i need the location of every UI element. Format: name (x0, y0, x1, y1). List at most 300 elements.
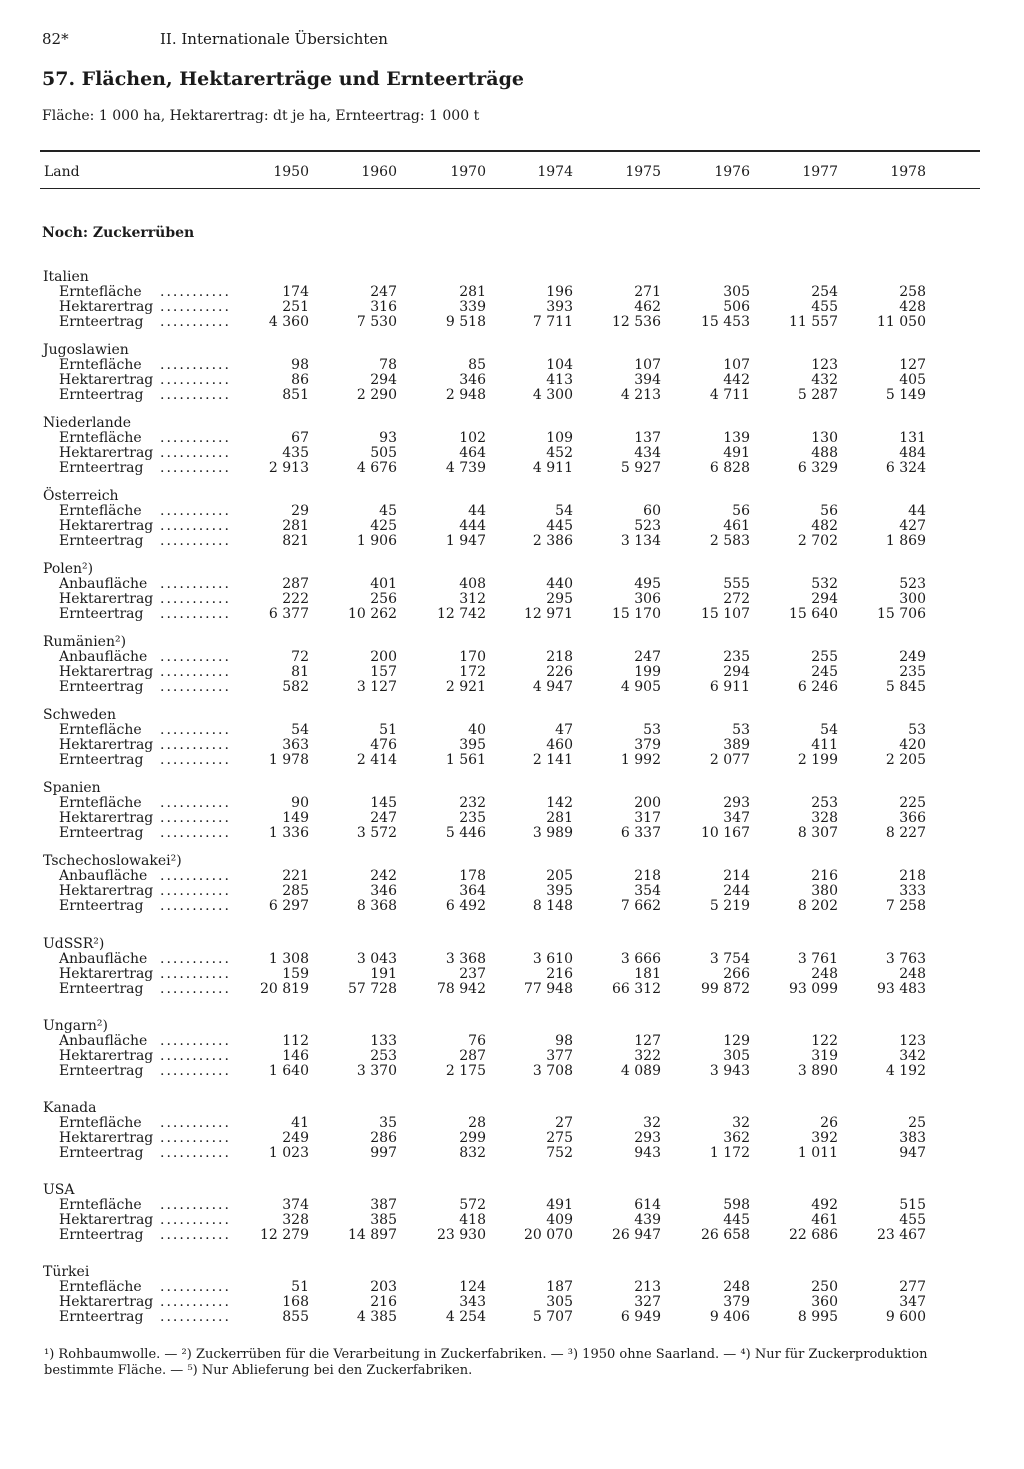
table-cell: 5 287 (797, 387, 838, 403)
table-cell: 1 869 (885, 533, 926, 549)
table-cell: 191 (370, 966, 397, 982)
country-name: Schweden (43, 707, 116, 723)
leader-dots: ........... (160, 966, 231, 982)
table-cell: 294 (811, 591, 838, 607)
table-cell: 4 192 (885, 1063, 926, 1079)
table-cell: 25 (908, 1115, 926, 1131)
table-cell: 425 (370, 518, 397, 534)
row-label: Erntefläche (59, 357, 142, 373)
table-row (0, 373, 1024, 388)
table-cell: 476 (370, 737, 397, 753)
table-cell: 4 360 (268, 314, 309, 330)
country-name: Polen²) (43, 561, 94, 577)
table-cell: 3 134 (620, 533, 661, 549)
table-cell: 256 (370, 591, 397, 607)
row-label: Ernteertrag (59, 898, 144, 914)
table-cell: 8 368 (356, 898, 397, 914)
table-cell: 2 913 (268, 460, 309, 476)
table-cell: 432 (811, 372, 838, 388)
table-cell: 199 (634, 664, 661, 680)
table-cell: 312 (459, 591, 486, 607)
leader-dots: ........... (160, 576, 231, 592)
table-row (0, 504, 1024, 519)
table-cell: 133 (370, 1033, 397, 1049)
table-cell: 26 (820, 1115, 838, 1131)
table-cell: 102 (459, 430, 486, 446)
table-row (0, 358, 1024, 373)
table-cell: 319 (811, 1048, 838, 1064)
table-cell: 3 943 (709, 1063, 750, 1079)
table-cell: 300 (899, 591, 926, 607)
table-cell: 1 906 (356, 533, 397, 549)
table-cell: 444 (459, 518, 486, 534)
table-row (0, 1034, 1024, 1049)
table-cell: 317 (634, 810, 661, 826)
table-cell: 275 (546, 1130, 573, 1146)
table-cell: 598 (723, 1197, 750, 1213)
table-cell: 387 (370, 1197, 397, 1213)
leader-dots: ........... (160, 1048, 231, 1064)
table-cell: 258 (899, 284, 926, 300)
leader-dots: ........... (160, 825, 231, 841)
table-cell: 316 (370, 299, 397, 315)
table-cell: 3 127 (356, 679, 397, 695)
table-row (0, 1295, 1024, 1310)
table-cell: 216 (546, 966, 573, 982)
table-cell: 56 (732, 503, 750, 519)
table-cell: 435 (282, 445, 309, 461)
table-cell: 23 930 (437, 1227, 486, 1243)
leader-dots: ........... (160, 679, 231, 695)
leader-dots: ........... (160, 1033, 231, 1049)
table-row (0, 592, 1024, 607)
table-cell: 57 728 (348, 981, 397, 997)
table-cell: 346 (370, 883, 397, 899)
table-cell: 347 (723, 810, 750, 826)
row-label: Ernteertrag (59, 752, 144, 768)
table-cell: 947 (899, 1145, 926, 1161)
table-cell: 506 (723, 299, 750, 315)
row-label: Erntefläche (59, 284, 142, 300)
table-cell: 112 (282, 1033, 309, 1049)
table-cell: 200 (634, 795, 661, 811)
table-cell: 293 (634, 1130, 661, 1146)
table-cell: 2 290 (356, 387, 397, 403)
table-row (0, 811, 1024, 826)
table-row (0, 315, 1024, 330)
table-cell: 78 942 (437, 981, 486, 997)
table-cell: 124 (459, 1279, 486, 1295)
table-cell: 491 (723, 445, 750, 461)
table-cell: 123 (811, 357, 838, 373)
row-label: Anbaufläche (59, 576, 148, 592)
table-cell: 85 (468, 357, 486, 373)
table-cell: 9 406 (709, 1309, 750, 1325)
table-cell: 139 (723, 430, 750, 446)
table-cell: 14 897 (348, 1227, 397, 1243)
table-cell: 523 (634, 518, 661, 534)
table-cell: 86 (291, 372, 309, 388)
country-name: Österreich (43, 488, 119, 504)
table-row (0, 680, 1024, 695)
table-cell: 11 050 (877, 314, 926, 330)
table-cell: 374 (282, 1197, 309, 1213)
table-cell: 505 (370, 445, 397, 461)
table-cell: 4 711 (709, 387, 750, 403)
table-cell: 286 (370, 1130, 397, 1146)
table-cell: 383 (899, 1130, 926, 1146)
page-number: 82* (42, 30, 69, 48)
table-cell: 377 (546, 1048, 573, 1064)
table-row (0, 723, 1024, 738)
table-cell: 305 (723, 284, 750, 300)
table-cell: 67 (291, 430, 309, 446)
table-cell: 93 099 (789, 981, 838, 997)
table-cell: 221 (282, 868, 309, 884)
table-cell: 379 (723, 1294, 750, 1310)
table-cell: 66 312 (612, 981, 661, 997)
row-label: Hektarertrag (59, 1212, 154, 1228)
table-cell: 237 (459, 966, 486, 982)
table-cell: 394 (634, 372, 661, 388)
country-name: USA (43, 1182, 75, 1198)
leader-dots: ........... (160, 1130, 231, 1146)
table-cell: 306 (634, 591, 661, 607)
table-cell: 15 453 (701, 314, 750, 330)
table-row (0, 1198, 1024, 1213)
table-row (0, 1280, 1024, 1295)
table-row (0, 1116, 1024, 1131)
table-cell: 1 561 (445, 752, 486, 768)
leader-dots: ........... (160, 951, 231, 967)
table-cell: 380 (811, 883, 838, 899)
country-name: UdSSR²) (43, 936, 105, 952)
table-cell: 168 (282, 1294, 309, 1310)
table-cell: 226 (546, 664, 573, 680)
table-cell: 5 446 (445, 825, 486, 841)
table-cell: 54 (291, 722, 309, 738)
table-cell: 159 (282, 966, 309, 982)
row-label: Erntefläche (59, 430, 142, 446)
table-cell: 12 971 (524, 606, 573, 622)
table-cell: 6 297 (268, 898, 309, 914)
row-label: Hektarertrag (59, 883, 154, 899)
table-row (0, 1131, 1024, 1146)
row-label: Hektarertrag (59, 664, 154, 680)
table-cell: 41 (291, 1115, 309, 1131)
table-cell: 346 (459, 372, 486, 388)
table-cell: 464 (459, 445, 486, 461)
table-cell: 23 467 (877, 1227, 926, 1243)
table-cell: 285 (282, 883, 309, 899)
country-name: Kanada (43, 1100, 97, 1116)
row-label: Ernteertrag (59, 606, 144, 622)
table-cell: 10 167 (701, 825, 750, 841)
table-row (0, 753, 1024, 768)
table-cell: 44 (468, 503, 486, 519)
footnotes: ¹) Rohbaumwolle. — ²) Zuckerrüben für die Verarbeitung in Zuckerfabriken. — ³) 1950 ohne Saarland. — ⁴) Nur für Zuckerproduktion bestimmte Fläche. — ⁵) Nur Ablieferung bei den Zuckerfabriken. (44, 1347, 928, 1378)
row-label: Anbaufläche (59, 649, 148, 665)
table-cell: 1 011 (797, 1145, 838, 1161)
table-cell: 4 385 (356, 1309, 397, 1325)
table-cell: 29 (291, 503, 309, 519)
header-year: 1978 (890, 164, 926, 180)
table-row (0, 869, 1024, 884)
table-cell: 205 (546, 868, 573, 884)
table-row (0, 431, 1024, 446)
row-label: Hektarertrag (59, 966, 154, 982)
table-row (0, 300, 1024, 315)
table-cell: 53 (643, 722, 661, 738)
table-cell: 362 (723, 1130, 750, 1146)
table-cell: 149 (282, 810, 309, 826)
table-cell: 492 (811, 1197, 838, 1213)
table-cell: 4 911 (532, 460, 573, 476)
row-label: Ernteertrag (59, 981, 144, 997)
table-cell: 2 386 (532, 533, 573, 549)
table-cell: 225 (899, 795, 926, 811)
table-cell: 22 686 (789, 1227, 838, 1243)
table-row (0, 577, 1024, 592)
table-cell: 294 (723, 664, 750, 680)
table-cell: 8 148 (532, 898, 573, 914)
row-label: Ernteertrag (59, 314, 144, 330)
table-cell: 2 414 (356, 752, 397, 768)
table-cell: 247 (370, 810, 397, 826)
table-cell: 12 279 (260, 1227, 309, 1243)
table-cell: 4 947 (532, 679, 573, 695)
table-cell: 295 (546, 591, 573, 607)
table-cell: 5 927 (620, 460, 661, 476)
row-label: Ernteertrag (59, 825, 144, 841)
table-cell: 439 (634, 1212, 661, 1228)
row-label: Erntefläche (59, 1197, 142, 1213)
table-cell: 15 170 (612, 606, 661, 622)
table-cell: 44 (908, 503, 926, 519)
row-label: Hektarertrag (59, 810, 154, 826)
table-cell: 3 666 (620, 951, 661, 967)
table-cell: 322 (634, 1048, 661, 1064)
table-cell: 1 172 (709, 1145, 750, 1161)
row-label: Hektarertrag (59, 737, 154, 753)
leader-dots: ........... (160, 284, 231, 300)
table-cell: 455 (811, 299, 838, 315)
table-cell: 287 (459, 1048, 486, 1064)
table-cell: 460 (546, 737, 573, 753)
table-cell: 6 377 (268, 606, 309, 622)
row-label: Hektarertrag (59, 445, 154, 461)
table-cell: 247 (370, 284, 397, 300)
table-cell: 93 483 (877, 981, 926, 997)
table-cell: 3 043 (356, 951, 397, 967)
table-cell: 53 (908, 722, 926, 738)
leader-dots: ........... (160, 460, 231, 476)
leader-dots: ........... (160, 1197, 231, 1213)
table-cell: 15 706 (877, 606, 926, 622)
table-cell: 170 (459, 649, 486, 665)
table-cell: 277 (899, 1279, 926, 1295)
table-cell: 203 (370, 1279, 397, 1295)
table-cell: 51 (291, 1279, 309, 1295)
table-title: 57. Flächen, Hektarerträge und Ernteerträge (42, 68, 524, 90)
table-cell: 420 (899, 737, 926, 753)
table-cell: 6 324 (885, 460, 926, 476)
table-cell: 32 (732, 1115, 750, 1131)
table-cell: 418 (459, 1212, 486, 1228)
table-cell: 93 (379, 430, 397, 446)
row-label: Anbaufläche (59, 951, 148, 967)
table-row (0, 607, 1024, 622)
table-cell: 455 (899, 1212, 926, 1228)
table-cell: 6 949 (620, 1309, 661, 1325)
table-cell: 305 (723, 1048, 750, 1064)
table-cell: 305 (546, 1294, 573, 1310)
leader-dots: ........... (160, 591, 231, 607)
table-cell: 491 (546, 1197, 573, 1213)
header-year: 1960 (361, 164, 397, 180)
table-cell: 484 (899, 445, 926, 461)
country-name: Rumänien²) (43, 634, 127, 650)
leader-dots: ........... (160, 649, 231, 665)
table-cell: 532 (811, 576, 838, 592)
table-cell: 2 141 (532, 752, 573, 768)
table-cell: 272 (723, 591, 750, 607)
table-cell: 434 (634, 445, 661, 461)
leader-dots: ........... (160, 387, 231, 403)
table-cell: 45 (379, 503, 397, 519)
table-cell: 555 (723, 576, 750, 592)
table-cell: 60 (643, 503, 661, 519)
table-cell: 2 205 (885, 752, 926, 768)
table-cell: 445 (546, 518, 573, 534)
table-cell: 9 600 (885, 1309, 926, 1325)
table-cell: 3 763 (885, 951, 926, 967)
table-cell: 99 872 (701, 981, 750, 997)
header-year: 1975 (625, 164, 661, 180)
table-cell: 216 (370, 1294, 397, 1310)
table-cell: 1 992 (620, 752, 661, 768)
table-cell: 405 (899, 372, 926, 388)
table-row (0, 967, 1024, 982)
table-cell: 379 (634, 737, 661, 753)
row-label: Erntefläche (59, 722, 142, 738)
table-cell: 248 (899, 966, 926, 982)
table-cell: 216 (811, 868, 838, 884)
table-cell: 360 (811, 1294, 838, 1310)
leader-dots: ........... (160, 1115, 231, 1131)
table-cell: 294 (370, 372, 397, 388)
table-cell: 6 246 (797, 679, 838, 695)
leader-dots: ........... (160, 1309, 231, 1325)
leader-dots: ........... (160, 722, 231, 738)
row-label: Hektarertrag (59, 591, 154, 607)
table-cell: 137 (634, 430, 661, 446)
table-cell: 1 947 (445, 533, 486, 549)
table-cell: 3 572 (356, 825, 397, 841)
leader-dots: ........... (160, 372, 231, 388)
table-cell: 8 307 (797, 825, 838, 841)
table-cell: 27 (555, 1115, 573, 1131)
table-cell: 287 (282, 576, 309, 592)
table-cell: 393 (546, 299, 573, 315)
table-cell: 253 (370, 1048, 397, 1064)
table-cell: 8 202 (797, 898, 838, 914)
table-cell: 366 (899, 810, 926, 826)
table-cell: 104 (546, 357, 573, 373)
row-label: Erntefläche (59, 795, 142, 811)
table-cell: 26 947 (612, 1227, 661, 1243)
leader-dots: ........... (160, 810, 231, 826)
table-cell: 395 (459, 737, 486, 753)
table-cell: 2 077 (709, 752, 750, 768)
table-row (0, 1146, 1024, 1161)
row-label: Ernteertrag (59, 387, 144, 403)
table-cell: 213 (634, 1279, 661, 1295)
country-name: Niederlande (43, 415, 132, 431)
leader-dots: ........... (160, 1212, 231, 1228)
table-row (0, 796, 1024, 811)
table-cell: 851 (282, 387, 309, 403)
table-cell: 1 336 (268, 825, 309, 841)
table-cell: 281 (459, 284, 486, 300)
table-cell: 482 (811, 518, 838, 534)
table-row (0, 1310, 1024, 1325)
table-cell: 5 845 (885, 679, 926, 695)
row-label: Ernteertrag (59, 460, 144, 476)
table-cell: 56 (820, 503, 838, 519)
leader-dots: ........... (160, 1294, 231, 1310)
table-row (0, 665, 1024, 680)
table-cell: 4 213 (620, 387, 661, 403)
row-label: Hektarertrag (59, 1048, 154, 1064)
leader-dots: ........... (160, 981, 231, 997)
table-row (0, 826, 1024, 841)
table-cell: 440 (546, 576, 573, 592)
table-cell: 90 (291, 795, 309, 811)
table-cell: 20 819 (260, 981, 309, 997)
table-row (0, 388, 1024, 403)
table-row (0, 884, 1024, 899)
table-cell: 178 (459, 868, 486, 884)
table-cell: 145 (370, 795, 397, 811)
table-cell: 107 (723, 357, 750, 373)
leader-dots: ........... (160, 314, 231, 330)
table-cell: 142 (546, 795, 573, 811)
table-row (0, 519, 1024, 534)
row-label: Ernteertrag (59, 679, 144, 695)
row-label: Ernteertrag (59, 1063, 144, 1079)
leader-dots: ........... (160, 795, 231, 811)
table-cell: 72 (291, 649, 309, 665)
table-cell: 253 (811, 795, 838, 811)
table-cell: 293 (723, 795, 750, 811)
table-row (0, 738, 1024, 753)
table-cell: 6 329 (797, 460, 838, 476)
table-cell: 109 (546, 430, 573, 446)
leader-dots: ........... (160, 503, 231, 519)
table-cell: 339 (459, 299, 486, 315)
table-cell: 328 (811, 810, 838, 826)
table-cell: 157 (370, 664, 397, 680)
table-cell: 4 739 (445, 460, 486, 476)
table-cell: 247 (634, 649, 661, 665)
table-cell: 8 995 (797, 1309, 838, 1325)
table-cell: 3 890 (797, 1063, 838, 1079)
table-cell: 495 (634, 576, 661, 592)
leader-dots: ........... (160, 664, 231, 680)
country-name: Tschechoslowakei²) (43, 853, 182, 869)
table-cell: 3 368 (445, 951, 486, 967)
